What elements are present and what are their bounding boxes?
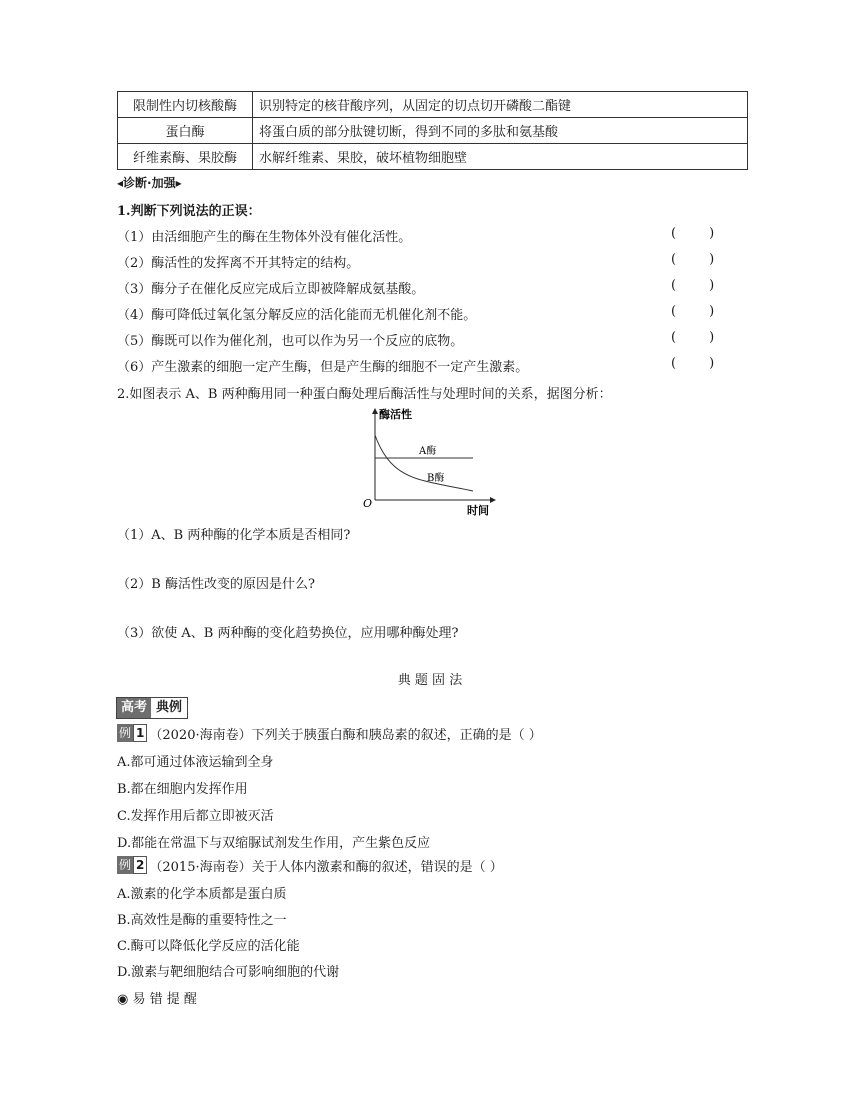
option[interactable]: A.都可通过体液运输到全身 xyxy=(117,755,274,770)
q1-title-text: 1.判断下列说法的正误： xyxy=(117,204,261,219)
section-title: 典 题 固 法 xyxy=(397,673,463,688)
q1-item: （3）酶分子在催化反应完成后立即被降解成氨基酸。 xyxy=(117,282,425,297)
example-2 xyxy=(117,856,503,874)
q1-item: （2）酶活性的发挥离不开其特定的结构。 xyxy=(117,256,360,271)
q2-title-text: 2.如图表示 A、B 两种酶用同一种蛋白酶处理后酶活性与处理时间的关系，据图分析： xyxy=(117,387,612,402)
q1-item: （4）酶可降低过氧化氢分解反应的活化能而无机催化剂不能。 xyxy=(117,308,477,323)
table-cell-desc: 将蛋白质的部分肽键切断，得到不同的多肽和氨基酸 xyxy=(253,118,748,144)
option[interactable]: C.发挥作用后都立即被灭活 xyxy=(117,809,274,824)
example-label: 例 xyxy=(119,726,132,740)
table-row xyxy=(118,144,748,170)
example-stem: （2020·海南卷）下列关于胰蛋白酶和胰岛素的叙述，正确的是（ ） xyxy=(149,727,542,743)
q1-item: （6）产生激素的细胞一定产生酶，但是产生酶的细胞不一定产生激素。 xyxy=(117,360,529,375)
series-label-a: A酶 xyxy=(419,446,437,457)
gaokao-badge xyxy=(116,697,188,719)
answer-blank[interactable]: ( ) xyxy=(671,226,715,241)
option[interactable]: B.高效性是酶的重要特性之一 xyxy=(117,913,287,928)
q2-sub: （2）B 酶活性改变的原因是什么? xyxy=(117,577,315,592)
error-tip-heading: ◉ 易 错 提 醒 xyxy=(117,992,197,1007)
answer-blank[interactable]: ( ) xyxy=(671,278,715,293)
x-axis-label: 时间 xyxy=(467,504,489,517)
series-line-b xyxy=(375,435,473,491)
example-number: 1 xyxy=(133,724,147,742)
answer-blank[interactable]: ( ) xyxy=(671,356,715,371)
enzyme-table xyxy=(117,91,748,170)
y-axis-label: 酶活性 xyxy=(379,408,412,421)
option[interactable]: C.酶可以降低化学反应的活化能 xyxy=(117,939,300,954)
enzyme-activity-chart xyxy=(355,403,505,518)
diagnose-heading: ◂诊断·加强▸ xyxy=(117,176,182,190)
option[interactable]: D.激素与靶细胞结合可影响细胞的代谢 xyxy=(117,965,340,980)
table-cell-name: 纤维素酶、果胶酶 xyxy=(118,144,253,170)
table-row xyxy=(118,118,748,144)
answer-blank[interactable]: ( ) xyxy=(671,252,715,267)
example-1 xyxy=(117,724,542,742)
table-cell-desc: 识别特定的核苷酸序列，从固定的切点切开磷酸二酯键 xyxy=(253,92,748,118)
answer-blank[interactable]: ( ) xyxy=(671,330,715,345)
answer-blank[interactable]: ( ) xyxy=(671,304,715,319)
q2-title xyxy=(117,383,612,402)
q1-item: （1）由活细胞产生的酶在生物体外没有催化活性。 xyxy=(117,230,412,245)
table-cell-desc: 水解纤维素、果胶，破坏植物细胞壁 xyxy=(253,144,748,170)
gaokao-badge-right: 典例 xyxy=(151,698,187,718)
q1-title xyxy=(117,200,261,219)
origin-label: O xyxy=(363,497,373,510)
q1-item: （5）酶既可以作为催化剂，也可以作为另一个反应的底物。 xyxy=(117,334,464,349)
q2-sub: （1）A、B 两种酶的化学本质是否相同? xyxy=(117,528,351,543)
option[interactable]: A.激素的化学本质都是蛋白质 xyxy=(117,887,287,902)
example-stem: （2015·海南卷）关于人体内激素和酶的叙述，错误的是（ ） xyxy=(149,859,503,875)
example-number: 2 xyxy=(133,856,147,874)
table-cell-name: 限制性内切核酸酶 xyxy=(118,92,253,118)
table-row xyxy=(118,92,748,118)
option[interactable]: B.都在细胞内发挥作用 xyxy=(117,782,248,797)
series-label-b: B酶 xyxy=(427,473,445,484)
table-cell-name: 蛋白酶 xyxy=(118,118,253,144)
q2-sub: （3）欲使 A、B 两种酶的变化趋势换位，应用哪种酶处理? xyxy=(117,626,459,641)
example-label: 例 xyxy=(119,858,132,872)
gaokao-badge-left: 高考 xyxy=(117,698,151,718)
option[interactable]: D.都能在常温下与双缩脲试剂发生作用，产生紫色反应 xyxy=(117,836,431,851)
